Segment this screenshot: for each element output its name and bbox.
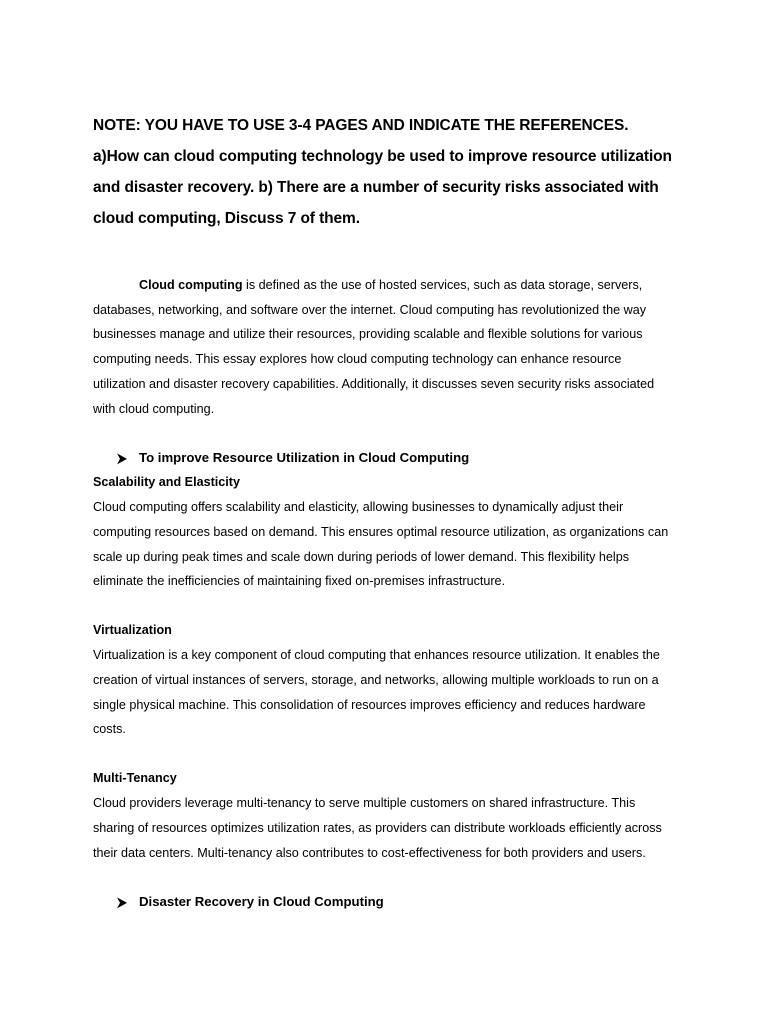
section-heading-resource-utilization [93,446,673,471]
section-heading-label: Disaster Recovery in Cloud Computing [139,893,384,909]
document-page [93,110,673,914]
assignment-note: NOTE: YOU HAVE TO USE 3-4 PAGES AND INDICATE THE REFERENCES. a)How can cloud computing technology be used to improve resource utilization and disaster recovery. b) There are a number of security risks associated with cloud computing, Discuss 7 of them. [93,117,672,227]
subsection-title-multi-tenancy: Multi-Tenancy [93,771,177,786]
subsection-text-virtualization: Virtualization is a key component of cloud computing that enhances resource utilization. It enables the creation of virtual instances of servers, storage, and networks, allowing multiple workloads to run on a single physical machine. This consolidation of resources improves efficiency and reduces hardware costs. [93,648,660,737]
subsection-title-scalability: Scalability and Elasticity [93,475,240,490]
subsection-text-scalability: Cloud computing offers scalability and elasticity, allowing businesses to dynamically adjust their computing resources based on demand. This ensures optimal resource utilization, as organizations can scale up during peak times and scale down during periods of lower demand. This flexibility helps eliminate the inefficiencies of maintaining fixed on-premises infrastructure. [93,500,669,589]
subsection-title-virtualization: Virtualization [93,623,172,638]
intro-text: is defined as the use of hosted services, such as data storage, servers, databases, networking, and software over the internet. Cloud computing has revolutionized the way businesses manage and utilize their resources, providing scalable and flexible solutions for various computing needs. This essay explores how cloud computing technology can enhance resource utilization and disaster recovery capabilities. Additionally, it discusses seven security risks associated with cloud computing. [93,278,655,416]
section-heading-disaster-recovery [93,890,673,915]
intro-paragraph [93,273,673,421]
arrowhead-bullet-icon [116,446,128,471]
subsection-text-multi-tenancy: Cloud providers leverage multi-tenancy to serve multiple customers on shared infrastructure. This sharing of resources optimizes utilization rates, as providers can distribute workloads efficiently across their data centers. Multi-tenancy also contributes to cost-effectiveness for both providers and users. [93,796,662,860]
section-heading-label: To improve Resource Utilization in Cloud Computing [139,449,470,465]
intro-lead-term: Cloud computing [139,278,243,292]
arrowhead-bullet-icon [116,890,128,915]
